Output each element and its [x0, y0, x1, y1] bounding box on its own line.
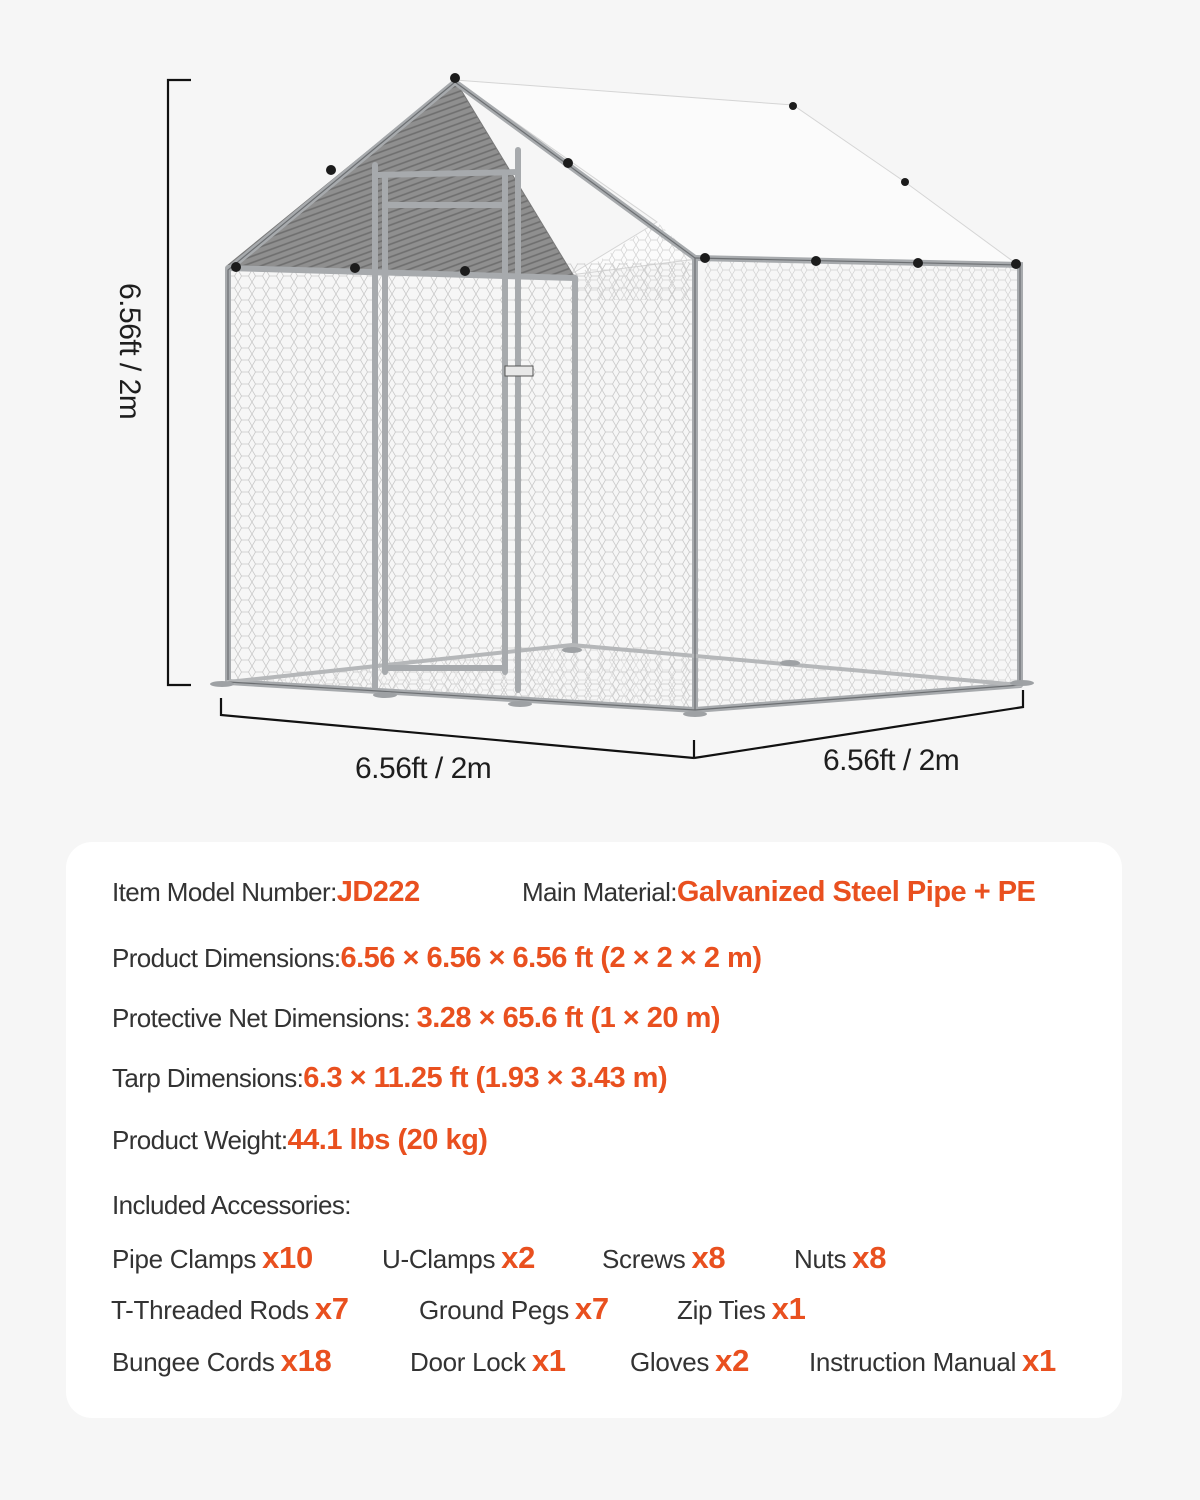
accessory-item: Ground Pegs x7	[419, 1291, 609, 1326]
depth-dimension-label: 6.56ft / 2m	[823, 744, 960, 777]
accessory-item: Gloves x2	[630, 1343, 750, 1378]
accessory-item: Bungee Cords x18	[112, 1343, 332, 1378]
spec-net-dimensions-label: Protective Net Dimensions:	[112, 1003, 417, 1033]
height-dimension-line	[168, 80, 191, 685]
spec-model-label: Item Model Number:	[112, 877, 337, 907]
height-dimension	[108, 283, 148, 453]
accessories-heading: Included Accessories:	[112, 1190, 351, 1220]
accessory-item: Pipe Clamps x10	[112, 1240, 313, 1275]
accessory-item: Instruction Manual x1	[809, 1343, 1056, 1378]
spec-product-dimensions	[112, 942, 761, 975]
spec-material-value: Galvanized Steel Pipe + PE	[676, 876, 1036, 908]
width-dimension-label: 6.56ft / 2m	[355, 752, 492, 785]
accessory-item: Nuts x8	[794, 1240, 887, 1275]
spec-product-dimensions-value: 6.56 × 6.56 × 6.56 ft (2 × 2 × 2 m)	[340, 942, 762, 974]
accessory-item: Door Lock x1	[410, 1343, 566, 1378]
height-dimension-label: 6.56ft / 2m	[113, 283, 146, 420]
spec-material	[522, 876, 1035, 909]
spec-weight-label: Product Weight:	[112, 1125, 288, 1155]
spec-tarp-dimensions	[112, 1062, 667, 1095]
spec-product-dimensions-label: Product Dimensions:	[112, 943, 341, 973]
spec-weight	[112, 1124, 487, 1157]
spec-model	[112, 876, 420, 909]
accessory-item: Zip Ties x1	[677, 1291, 806, 1326]
accessory-item: T-Threaded Rods x7	[111, 1291, 349, 1326]
spec-net-dimensions-value: 3.28 × 65.6 ft (1 × 20 m)	[416, 1002, 721, 1034]
spec-weight-value: 44.1 lbs (20 kg)	[287, 1124, 488, 1156]
accessory-item: U-Clamps x2	[382, 1240, 536, 1275]
spec-model-value: JD222	[336, 876, 420, 908]
spec-net-dimensions	[112, 1002, 720, 1035]
door-lock-icon	[505, 366, 533, 376]
spec-material-label: Main Material:	[522, 877, 677, 907]
spec-tarp-dimensions-label: Tarp Dimensions:	[112, 1063, 304, 1093]
accessory-item: Screws x8	[602, 1240, 726, 1275]
spec-tarp-dimensions-value: 6.3 × 11.25 ft (1.93 × 3.43 m)	[303, 1062, 668, 1094]
